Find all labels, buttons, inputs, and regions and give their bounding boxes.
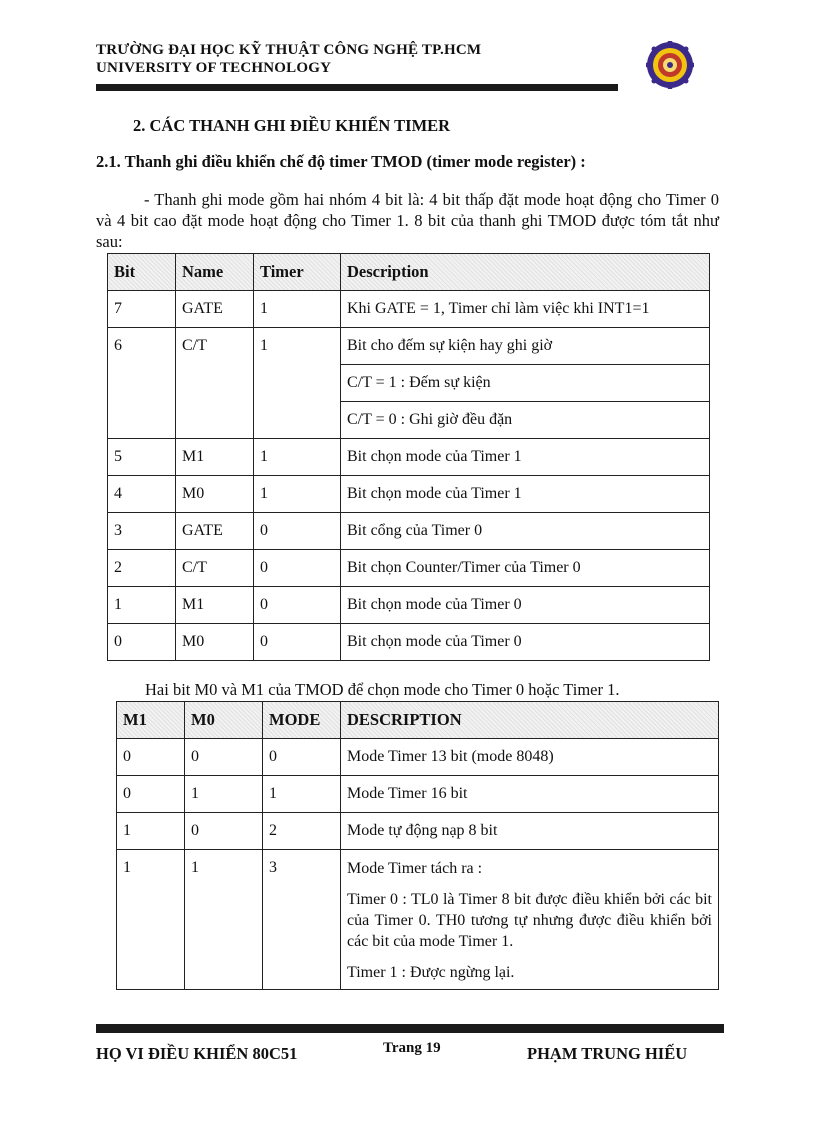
description-cell: Bit chọn mode của Timer 0	[341, 624, 710, 661]
footer-left: HỌ VI ĐIỀU KHIỂN 80C51	[96, 1044, 298, 1063]
name-cell: GATE	[176, 513, 254, 550]
intro-text: - Thanh ghi mode gồm hai nhóm 4 bit là: 4 bit thấp đặt mode hoạt động cho Timer 0 và 4 bit cao đặt mode hoạt động cho Timer 1. 8 bit của thanh ghi TMOD được tóm tắt như sau:	[96, 190, 719, 251]
timer-cell: 0	[254, 513, 341, 550]
m0-cell: 0	[185, 739, 263, 776]
mode-cell: 1	[263, 776, 341, 813]
subsection-title: 2.1. Thanh ghi điều khiển chế độ timer TMOD (timer mode register) :	[96, 152, 586, 171]
description-cell: Bit cho đếm sự kiện hay ghi giờ	[341, 328, 710, 365]
university-seal-icon	[646, 41, 694, 89]
description-cell: Mode tự động nạp 8 bit	[341, 813, 719, 850]
table-row	[108, 291, 710, 328]
bit-cell: 5	[108, 439, 176, 476]
name-cell: C/T	[176, 328, 254, 439]
tmod-table	[107, 253, 710, 661]
name-cell: M1	[176, 439, 254, 476]
m0-cell: 1	[185, 776, 263, 813]
mode-table	[116, 701, 719, 990]
name-cell: M0	[176, 476, 254, 513]
name-cell: C/T	[176, 550, 254, 587]
name-cell: M0	[176, 624, 254, 661]
m0-cell: 0	[185, 813, 263, 850]
name-cell: M1	[176, 587, 254, 624]
m1-cell: 0	[117, 776, 185, 813]
table-header-row	[108, 254, 710, 291]
description-line: Timer 1 : Được ngừng lại.	[347, 964, 515, 981]
table-row	[108, 439, 710, 476]
table-row	[117, 739, 719, 776]
header-university-en: UNIVERSITY OF TECHNOLOGY	[96, 60, 332, 76]
bit-cell: 6	[108, 328, 176, 439]
table-row	[108, 328, 710, 365]
page-number: Trang 19	[383, 1040, 441, 1056]
bit-cell: 3	[108, 513, 176, 550]
bit-cell: 7	[108, 291, 176, 328]
description-cell: C/T = 1 : Đếm sự kiện	[341, 365, 710, 402]
column-header: Name	[176, 254, 254, 291]
column-header: Timer	[254, 254, 341, 291]
bit-cell: 4	[108, 476, 176, 513]
m1-cell: 0	[117, 739, 185, 776]
footer-divider	[96, 1024, 724, 1033]
description-cell: Bit chọn mode của Timer 1	[341, 439, 710, 476]
mode-cell: 0	[263, 739, 341, 776]
bit-cell: 2	[108, 550, 176, 587]
column-header: MODE	[263, 702, 341, 739]
column-header: M1	[117, 702, 185, 739]
timer-cell: 1	[254, 291, 341, 328]
m0-cell: 1	[185, 850, 263, 990]
timer-cell: 1	[254, 476, 341, 513]
name-cell: GATE	[176, 291, 254, 328]
description-cell: Mode Timer 13 bit (mode 8048)	[341, 739, 719, 776]
column-header: DESCRIPTION	[341, 702, 719, 739]
description-cell: Bit chọn mode của Timer 1	[341, 476, 710, 513]
table-row	[108, 550, 710, 587]
timer-cell: 0	[254, 624, 341, 661]
description-cell	[341, 850, 719, 990]
table-row	[117, 813, 719, 850]
footer-author: PHẠM TRUNG HIẾU	[527, 1044, 688, 1063]
table-row	[108, 587, 710, 624]
description-cell: Bit chọn mode của Timer 0	[341, 587, 710, 624]
description-line: Mode Timer tách ra :	[347, 860, 483, 877]
m1-cell: 1	[117, 850, 185, 990]
m1-cell: 1	[117, 813, 185, 850]
column-header: Bit	[108, 254, 176, 291]
timer-cell: 1	[254, 439, 341, 476]
intro-paragraph	[96, 189, 719, 252]
bit-cell: 1	[108, 587, 176, 624]
section-title: 2. CÁC THANH GHI ĐIỀU KHIỂN TIMER	[133, 116, 451, 135]
description-cell: Bit cổng của Timer 0	[341, 513, 710, 550]
mode-table-caption: Hai bit M0 và M1 của TMOD để chọn mode cho Timer 0 hoặc Timer 1.	[145, 680, 620, 699]
timer-cell: 0	[254, 587, 341, 624]
table-row	[117, 850, 719, 990]
description-cell: Bit chọn Counter/Timer của Timer 0	[341, 550, 710, 587]
table-header-row	[117, 702, 719, 739]
header-university-vn: TRƯỜNG ĐẠI HỌC KỸ THUẬT CÔNG NGHỆ TP.HCM	[96, 42, 482, 58]
table-row	[117, 776, 719, 813]
page-header	[96, 41, 481, 77]
timer-cell: 1	[254, 328, 341, 439]
description-cell: Khi GATE = 1, Timer chỉ làm việc khi INT1=1	[341, 291, 710, 328]
timer-cell: 0	[254, 550, 341, 587]
bit-cell: 0	[108, 624, 176, 661]
mode-cell: 2	[263, 813, 341, 850]
table-row	[108, 624, 710, 661]
description-cell: Mode Timer 16 bit	[341, 776, 719, 813]
mode-cell: 3	[263, 850, 341, 990]
column-header: M0	[185, 702, 263, 739]
description-cell: C/T = 0 : Ghi giờ đều đặn	[341, 402, 710, 439]
description-line: Timer 0 : TL0 là Timer 8 bit được điều khiển bởi các bit của Timer 0. TH0 tương tự nhưng được điều khiển bởi các bit của mode Timer 1.	[347, 891, 712, 950]
column-header: Description	[341, 254, 710, 291]
table-row	[108, 476, 710, 513]
table-row	[108, 513, 710, 550]
header-divider	[96, 84, 618, 91]
